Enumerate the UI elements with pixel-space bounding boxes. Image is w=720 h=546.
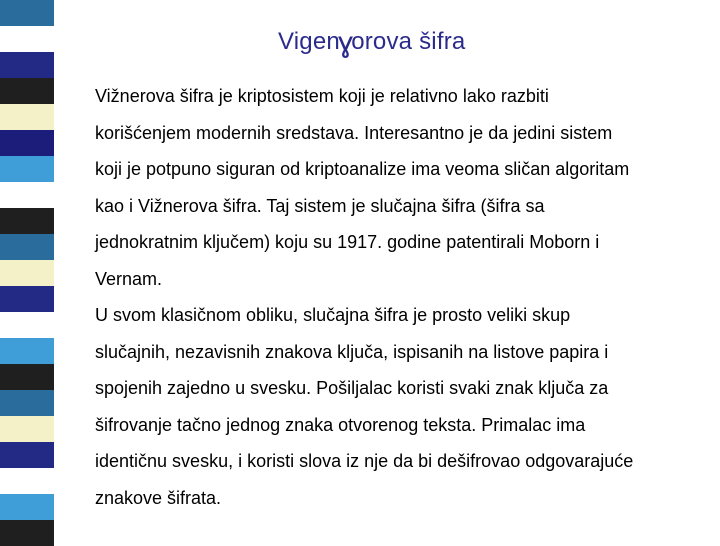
text-line: slučajnih, nezavisnih znakova ključa, ispisanih na listove papira i — [95, 341, 609, 362]
title-special-glyph: ɣ — [337, 26, 354, 59]
text-line: spojenih zajedno u svesku. Pošiljalac koristi svaki znak ključa za — [95, 378, 609, 398]
text-line: identičnu svesku, i koristi slova iz nje da bi dešifrovao odgovarajuće — [95, 451, 634, 471]
slide-body — [95, 78, 707, 516]
stripe-square — [0, 416, 54, 442]
stripe-square — [0, 260, 54, 286]
stripe-square — [0, 104, 54, 130]
stripe-square — [0, 364, 54, 390]
text-line: Vižnerova šifra je kriptosistem koji je relativno lako razbiti — [95, 86, 549, 106]
text-line: znakove šifrata. — [95, 487, 222, 508]
stripe-square — [0, 338, 54, 364]
text-line: kao i Vižnerova šifra. Taj sistem je slučajna šifra (šifra sa — [95, 195, 545, 216]
stripe-square — [0, 52, 54, 78]
text-line: koji je potpuno siguran od kriptoanalize ima veoma sličan algoritam — [95, 159, 630, 179]
stripe-square — [0, 156, 54, 182]
stripe-square — [0, 208, 54, 234]
text-line: šifrovanje tačno jednog znaka otvorenog teksta. Primalac ima — [95, 414, 586, 435]
stripe-square — [0, 26, 54, 52]
text-line: Vernam. — [95, 268, 163, 289]
stripe-square — [0, 286, 54, 312]
title-part-start: Vigen — [278, 28, 340, 55]
decorative-stripe — [0, 0, 54, 540]
stripe-square — [0, 0, 54, 26]
title-part-end: orova šifra — [351, 28, 466, 55]
stripe-square — [0, 234, 54, 260]
stripe-square — [0, 78, 54, 104]
stripe-square — [0, 442, 54, 468]
stripe-square — [0, 130, 54, 156]
paragraph-2 — [95, 297, 707, 516]
stripe-square — [0, 182, 54, 208]
text-line: jednokratnim ključem) koju su 1917. godine patentirali Moborn i — [95, 232, 600, 252]
slide-title — [278, 26, 465, 60]
stripe-square — [0, 390, 54, 416]
text-line: korišćenjem modernih sredstava. Interesantno je da jedini sistem — [95, 122, 613, 143]
stripe-square — [0, 312, 54, 338]
stripe-square — [0, 520, 54, 546]
stripe-square — [0, 494, 54, 520]
paragraph-1 — [95, 78, 707, 297]
stripe-square — [0, 468, 54, 494]
text-line: U svom klasičnom obliku, slučajna šifra je prosto veliki skup — [95, 305, 571, 325]
